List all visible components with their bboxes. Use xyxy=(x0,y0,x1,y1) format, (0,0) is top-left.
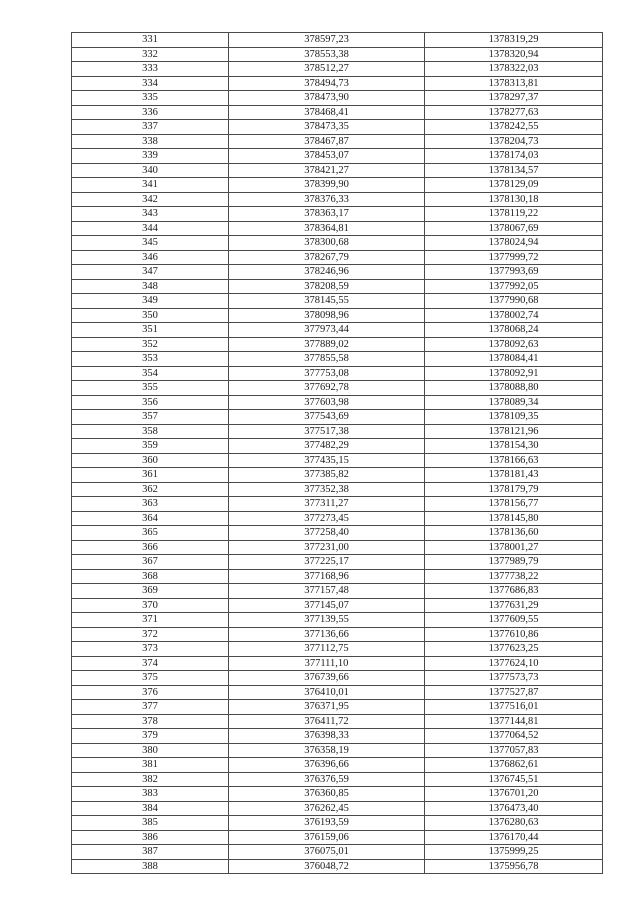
x-coordinate-cell: 377273,45 xyxy=(229,511,425,526)
table-row xyxy=(72,627,603,642)
x-coordinate-cell: 377157,48 xyxy=(229,584,425,599)
table-row xyxy=(72,308,603,323)
y-coordinate-cell: 1378313,81 xyxy=(425,76,603,91)
x-coordinate-cell: 377168,96 xyxy=(229,569,425,584)
x-coordinate-cell: 377258,40 xyxy=(229,526,425,541)
x-coordinate-cell: 377112,75 xyxy=(229,642,425,657)
y-coordinate-cell: 1377999,72 xyxy=(425,250,603,265)
x-coordinate-cell: 377231,00 xyxy=(229,540,425,555)
table-row xyxy=(72,337,603,352)
x-coordinate-cell: 376396,66 xyxy=(229,758,425,773)
x-coordinate-cell: 377517,38 xyxy=(229,424,425,439)
x-coordinate-cell: 377482,29 xyxy=(229,439,425,454)
y-coordinate-cell: 1378088,80 xyxy=(425,381,603,396)
table-row xyxy=(72,569,603,584)
point-number-cell: 340 xyxy=(72,163,229,178)
y-coordinate-cell: 1378084,41 xyxy=(425,352,603,367)
y-coordinate-cell: 1377993,69 xyxy=(425,265,603,280)
y-coordinate-cell: 1378166,63 xyxy=(425,453,603,468)
x-coordinate-cell: 378399,90 xyxy=(229,178,425,193)
table-row xyxy=(72,845,603,860)
y-coordinate-cell: 1378089,34 xyxy=(425,395,603,410)
point-number-cell: 355 xyxy=(72,381,229,396)
table-row xyxy=(72,207,603,222)
point-number-cell: 354 xyxy=(72,366,229,381)
table-row xyxy=(72,47,603,62)
y-coordinate-cell: 1377624,10 xyxy=(425,656,603,671)
point-number-cell: 361 xyxy=(72,468,229,483)
x-coordinate-cell: 378473,35 xyxy=(229,120,425,135)
point-number-cell: 343 xyxy=(72,207,229,222)
point-number-cell: 376 xyxy=(72,685,229,700)
table-row xyxy=(72,236,603,251)
x-coordinate-cell: 378246,96 xyxy=(229,265,425,280)
x-coordinate-cell: 376371,95 xyxy=(229,700,425,715)
point-number-cell: 337 xyxy=(72,120,229,135)
x-coordinate-cell: 377311,27 xyxy=(229,497,425,512)
point-number-cell: 374 xyxy=(72,656,229,671)
point-number-cell: 366 xyxy=(72,540,229,555)
table-row xyxy=(72,279,603,294)
x-coordinate-cell: 376360,85 xyxy=(229,787,425,802)
x-coordinate-cell: 378300,68 xyxy=(229,236,425,251)
x-coordinate-cell: 377225,17 xyxy=(229,555,425,570)
x-coordinate-cell: 376193,59 xyxy=(229,816,425,831)
y-coordinate-cell: 1378001,27 xyxy=(425,540,603,555)
point-number-cell: 349 xyxy=(72,294,229,309)
point-number-cell: 385 xyxy=(72,816,229,831)
x-coordinate-cell: 376739,66 xyxy=(229,671,425,686)
table-row xyxy=(72,816,603,831)
point-number-cell: 357 xyxy=(72,410,229,425)
x-coordinate-cell: 377385,82 xyxy=(229,468,425,483)
y-coordinate-cell: 1378156,77 xyxy=(425,497,603,512)
point-number-cell: 332 xyxy=(72,47,229,62)
point-number-cell: 379 xyxy=(72,729,229,744)
x-coordinate-cell: 376262,45 xyxy=(229,801,425,816)
point-number-cell: 336 xyxy=(72,105,229,120)
y-coordinate-cell: 1376473,40 xyxy=(425,801,603,816)
table-row xyxy=(72,801,603,816)
y-coordinate-cell: 1378319,29 xyxy=(425,33,603,48)
y-coordinate-cell: 1378092,91 xyxy=(425,366,603,381)
x-coordinate-cell: 376358,19 xyxy=(229,743,425,758)
y-coordinate-cell: 1377610,86 xyxy=(425,627,603,642)
point-number-cell: 386 xyxy=(72,830,229,845)
point-number-cell: 351 xyxy=(72,323,229,338)
x-coordinate-cell: 378468,41 xyxy=(229,105,425,120)
point-number-cell: 373 xyxy=(72,642,229,657)
x-coordinate-cell: 377435,15 xyxy=(229,453,425,468)
table-row xyxy=(72,598,603,613)
y-coordinate-cell: 1377057,83 xyxy=(425,743,603,758)
point-number-cell: 370 xyxy=(72,598,229,613)
coordinate-table-body xyxy=(72,33,603,874)
x-coordinate-cell: 377855,58 xyxy=(229,352,425,367)
x-coordinate-cell: 376410,01 xyxy=(229,685,425,700)
y-coordinate-cell: 1378297,37 xyxy=(425,91,603,106)
y-coordinate-cell: 1378092,63 xyxy=(425,337,603,352)
point-number-cell: 346 xyxy=(72,250,229,265)
table-row xyxy=(72,33,603,48)
x-coordinate-cell: 377352,38 xyxy=(229,482,425,497)
y-coordinate-cell: 1378002,74 xyxy=(425,308,603,323)
y-coordinate-cell: 1378179,79 xyxy=(425,482,603,497)
point-number-cell: 365 xyxy=(72,526,229,541)
x-coordinate-cell: 376376,59 xyxy=(229,772,425,787)
y-coordinate-cell: 1377064,52 xyxy=(425,729,603,744)
table-row xyxy=(72,76,603,91)
table-row xyxy=(72,265,603,280)
x-coordinate-cell: 377145,07 xyxy=(229,598,425,613)
point-number-cell: 375 xyxy=(72,671,229,686)
y-coordinate-cell: 1375999,25 xyxy=(425,845,603,860)
y-coordinate-cell: 1378322,03 xyxy=(425,62,603,77)
y-coordinate-cell: 1378145,80 xyxy=(425,511,603,526)
y-coordinate-cell: 1378067,69 xyxy=(425,221,603,236)
x-coordinate-cell: 377889,02 xyxy=(229,337,425,352)
point-number-cell: 364 xyxy=(72,511,229,526)
table-row xyxy=(72,555,603,570)
y-coordinate-cell: 1376745,51 xyxy=(425,772,603,787)
point-number-cell: 345 xyxy=(72,236,229,251)
point-number-cell: 338 xyxy=(72,134,229,149)
table-row xyxy=(72,163,603,178)
table-row xyxy=(72,859,603,874)
point-number-cell: 335 xyxy=(72,91,229,106)
table-row xyxy=(72,439,603,454)
y-coordinate-cell: 1378130,18 xyxy=(425,192,603,207)
table-row xyxy=(72,482,603,497)
x-coordinate-cell: 378363,17 xyxy=(229,207,425,222)
x-coordinate-cell: 376159,06 xyxy=(229,830,425,845)
table-row xyxy=(72,497,603,512)
x-coordinate-cell: 376398,33 xyxy=(229,729,425,744)
table-row xyxy=(72,352,603,367)
y-coordinate-cell: 1377738,22 xyxy=(425,569,603,584)
y-coordinate-cell: 1377989,79 xyxy=(425,555,603,570)
table-row xyxy=(72,787,603,802)
y-coordinate-cell: 1378181,43 xyxy=(425,468,603,483)
point-number-cell: 387 xyxy=(72,845,229,860)
x-coordinate-cell: 377111,10 xyxy=(229,656,425,671)
point-number-cell: 372 xyxy=(72,627,229,642)
y-coordinate-cell: 1378174,03 xyxy=(425,149,603,164)
y-coordinate-cell: 1378129,09 xyxy=(425,178,603,193)
table-row xyxy=(72,685,603,700)
table-row xyxy=(72,511,603,526)
table-row xyxy=(72,468,603,483)
y-coordinate-cell: 1377144,81 xyxy=(425,714,603,729)
table-row xyxy=(72,410,603,425)
point-number-cell: 384 xyxy=(72,801,229,816)
x-coordinate-cell: 377753,08 xyxy=(229,366,425,381)
table-row xyxy=(72,134,603,149)
table-row xyxy=(72,613,603,628)
x-coordinate-cell: 378467,87 xyxy=(229,134,425,149)
x-coordinate-cell: 377543,69 xyxy=(229,410,425,425)
y-coordinate-cell: 1375956,78 xyxy=(425,859,603,874)
table-row xyxy=(72,366,603,381)
point-number-cell: 363 xyxy=(72,497,229,512)
point-number-cell: 368 xyxy=(72,569,229,584)
table-row xyxy=(72,91,603,106)
table-row xyxy=(72,540,603,555)
x-coordinate-cell: 378494,73 xyxy=(229,76,425,91)
table-row xyxy=(72,149,603,164)
table-row xyxy=(72,758,603,773)
x-coordinate-cell: 377692,78 xyxy=(229,381,425,396)
table-row xyxy=(72,395,603,410)
y-coordinate-cell: 1378320,94 xyxy=(425,47,603,62)
x-coordinate-cell: 378553,38 xyxy=(229,47,425,62)
x-coordinate-cell: 376411,72 xyxy=(229,714,425,729)
point-number-cell: 367 xyxy=(72,555,229,570)
table-row xyxy=(72,526,603,541)
point-number-cell: 339 xyxy=(72,149,229,164)
y-coordinate-cell: 1377992,05 xyxy=(425,279,603,294)
point-number-cell: 383 xyxy=(72,787,229,802)
point-number-cell: 377 xyxy=(72,700,229,715)
y-coordinate-cell: 1377527,87 xyxy=(425,685,603,700)
point-number-cell: 371 xyxy=(72,613,229,628)
x-coordinate-cell: 378364,81 xyxy=(229,221,425,236)
x-coordinate-cell: 376048,72 xyxy=(229,859,425,874)
point-number-cell: 334 xyxy=(72,76,229,91)
x-coordinate-cell: 378145,55 xyxy=(229,294,425,309)
x-coordinate-cell: 378208,59 xyxy=(229,279,425,294)
y-coordinate-cell: 1378154,30 xyxy=(425,439,603,454)
table-row xyxy=(72,105,603,120)
y-coordinate-cell: 1376862,61 xyxy=(425,758,603,773)
table-row xyxy=(72,671,603,686)
point-number-cell: 382 xyxy=(72,772,229,787)
point-number-cell: 342 xyxy=(72,192,229,207)
point-number-cell: 352 xyxy=(72,337,229,352)
point-number-cell: 360 xyxy=(72,453,229,468)
table-row xyxy=(72,830,603,845)
table-row xyxy=(72,178,603,193)
x-coordinate-cell: 377973,44 xyxy=(229,323,425,338)
y-coordinate-cell: 1378109,35 xyxy=(425,410,603,425)
y-coordinate-cell: 1377990,68 xyxy=(425,294,603,309)
y-coordinate-cell: 1378068,24 xyxy=(425,323,603,338)
point-number-cell: 359 xyxy=(72,439,229,454)
point-number-cell: 358 xyxy=(72,424,229,439)
point-number-cell: 347 xyxy=(72,265,229,280)
table-row xyxy=(72,424,603,439)
y-coordinate-cell: 1376170,44 xyxy=(425,830,603,845)
point-number-cell: 356 xyxy=(72,395,229,410)
y-coordinate-cell: 1378277,63 xyxy=(425,105,603,120)
x-coordinate-cell: 377136,66 xyxy=(229,627,425,642)
x-coordinate-cell: 378267,79 xyxy=(229,250,425,265)
x-coordinate-cell: 378421,27 xyxy=(229,163,425,178)
table-row xyxy=(72,700,603,715)
y-coordinate-cell: 1377686,83 xyxy=(425,584,603,599)
y-coordinate-cell: 1377609,55 xyxy=(425,613,603,628)
x-coordinate-cell: 378453,07 xyxy=(229,149,425,164)
x-coordinate-cell: 378376,33 xyxy=(229,192,425,207)
y-coordinate-cell: 1376701,20 xyxy=(425,787,603,802)
y-coordinate-cell: 1377573,73 xyxy=(425,671,603,686)
table-row xyxy=(72,729,603,744)
y-coordinate-cell: 1378136,60 xyxy=(425,526,603,541)
table-row xyxy=(72,381,603,396)
y-coordinate-cell: 1378024,94 xyxy=(425,236,603,251)
table-row xyxy=(72,642,603,657)
point-number-cell: 381 xyxy=(72,758,229,773)
y-coordinate-cell: 1377516,01 xyxy=(425,700,603,715)
y-coordinate-cell: 1378134,57 xyxy=(425,163,603,178)
point-number-cell: 331 xyxy=(72,33,229,48)
table-row xyxy=(72,584,603,599)
point-number-cell: 344 xyxy=(72,221,229,236)
table-row xyxy=(72,192,603,207)
point-number-cell: 350 xyxy=(72,308,229,323)
table-row xyxy=(72,714,603,729)
point-number-cell: 378 xyxy=(72,714,229,729)
point-number-cell: 388 xyxy=(72,859,229,874)
table-row xyxy=(72,453,603,468)
y-coordinate-cell: 1378242,55 xyxy=(425,120,603,135)
point-number-cell: 341 xyxy=(72,178,229,193)
table-row xyxy=(72,120,603,135)
x-coordinate-cell: 378597,23 xyxy=(229,33,425,48)
x-coordinate-cell: 377139,55 xyxy=(229,613,425,628)
x-coordinate-cell: 378098,96 xyxy=(229,308,425,323)
point-number-cell: 380 xyxy=(72,743,229,758)
point-number-cell: 362 xyxy=(72,482,229,497)
y-coordinate-cell: 1377631,29 xyxy=(425,598,603,613)
coordinate-table xyxy=(71,32,603,874)
table-row xyxy=(72,221,603,236)
y-coordinate-cell: 1376280,63 xyxy=(425,816,603,831)
table-row xyxy=(72,62,603,77)
x-coordinate-cell: 376075,01 xyxy=(229,845,425,860)
point-number-cell: 348 xyxy=(72,279,229,294)
y-coordinate-cell: 1378204,73 xyxy=(425,134,603,149)
y-coordinate-cell: 1378119,22 xyxy=(425,207,603,222)
table-row xyxy=(72,294,603,309)
y-coordinate-cell: 1377623,25 xyxy=(425,642,603,657)
table-row xyxy=(72,743,603,758)
table-row xyxy=(72,250,603,265)
table-row xyxy=(72,772,603,787)
table-row xyxy=(72,323,603,338)
point-number-cell: 333 xyxy=(72,62,229,77)
point-number-cell: 353 xyxy=(72,352,229,367)
y-coordinate-cell: 1378121,96 xyxy=(425,424,603,439)
x-coordinate-cell: 377603,98 xyxy=(229,395,425,410)
table-row xyxy=(72,656,603,671)
point-number-cell: 369 xyxy=(72,584,229,599)
x-coordinate-cell: 378473,90 xyxy=(229,91,425,106)
x-coordinate-cell: 378512,27 xyxy=(229,62,425,77)
